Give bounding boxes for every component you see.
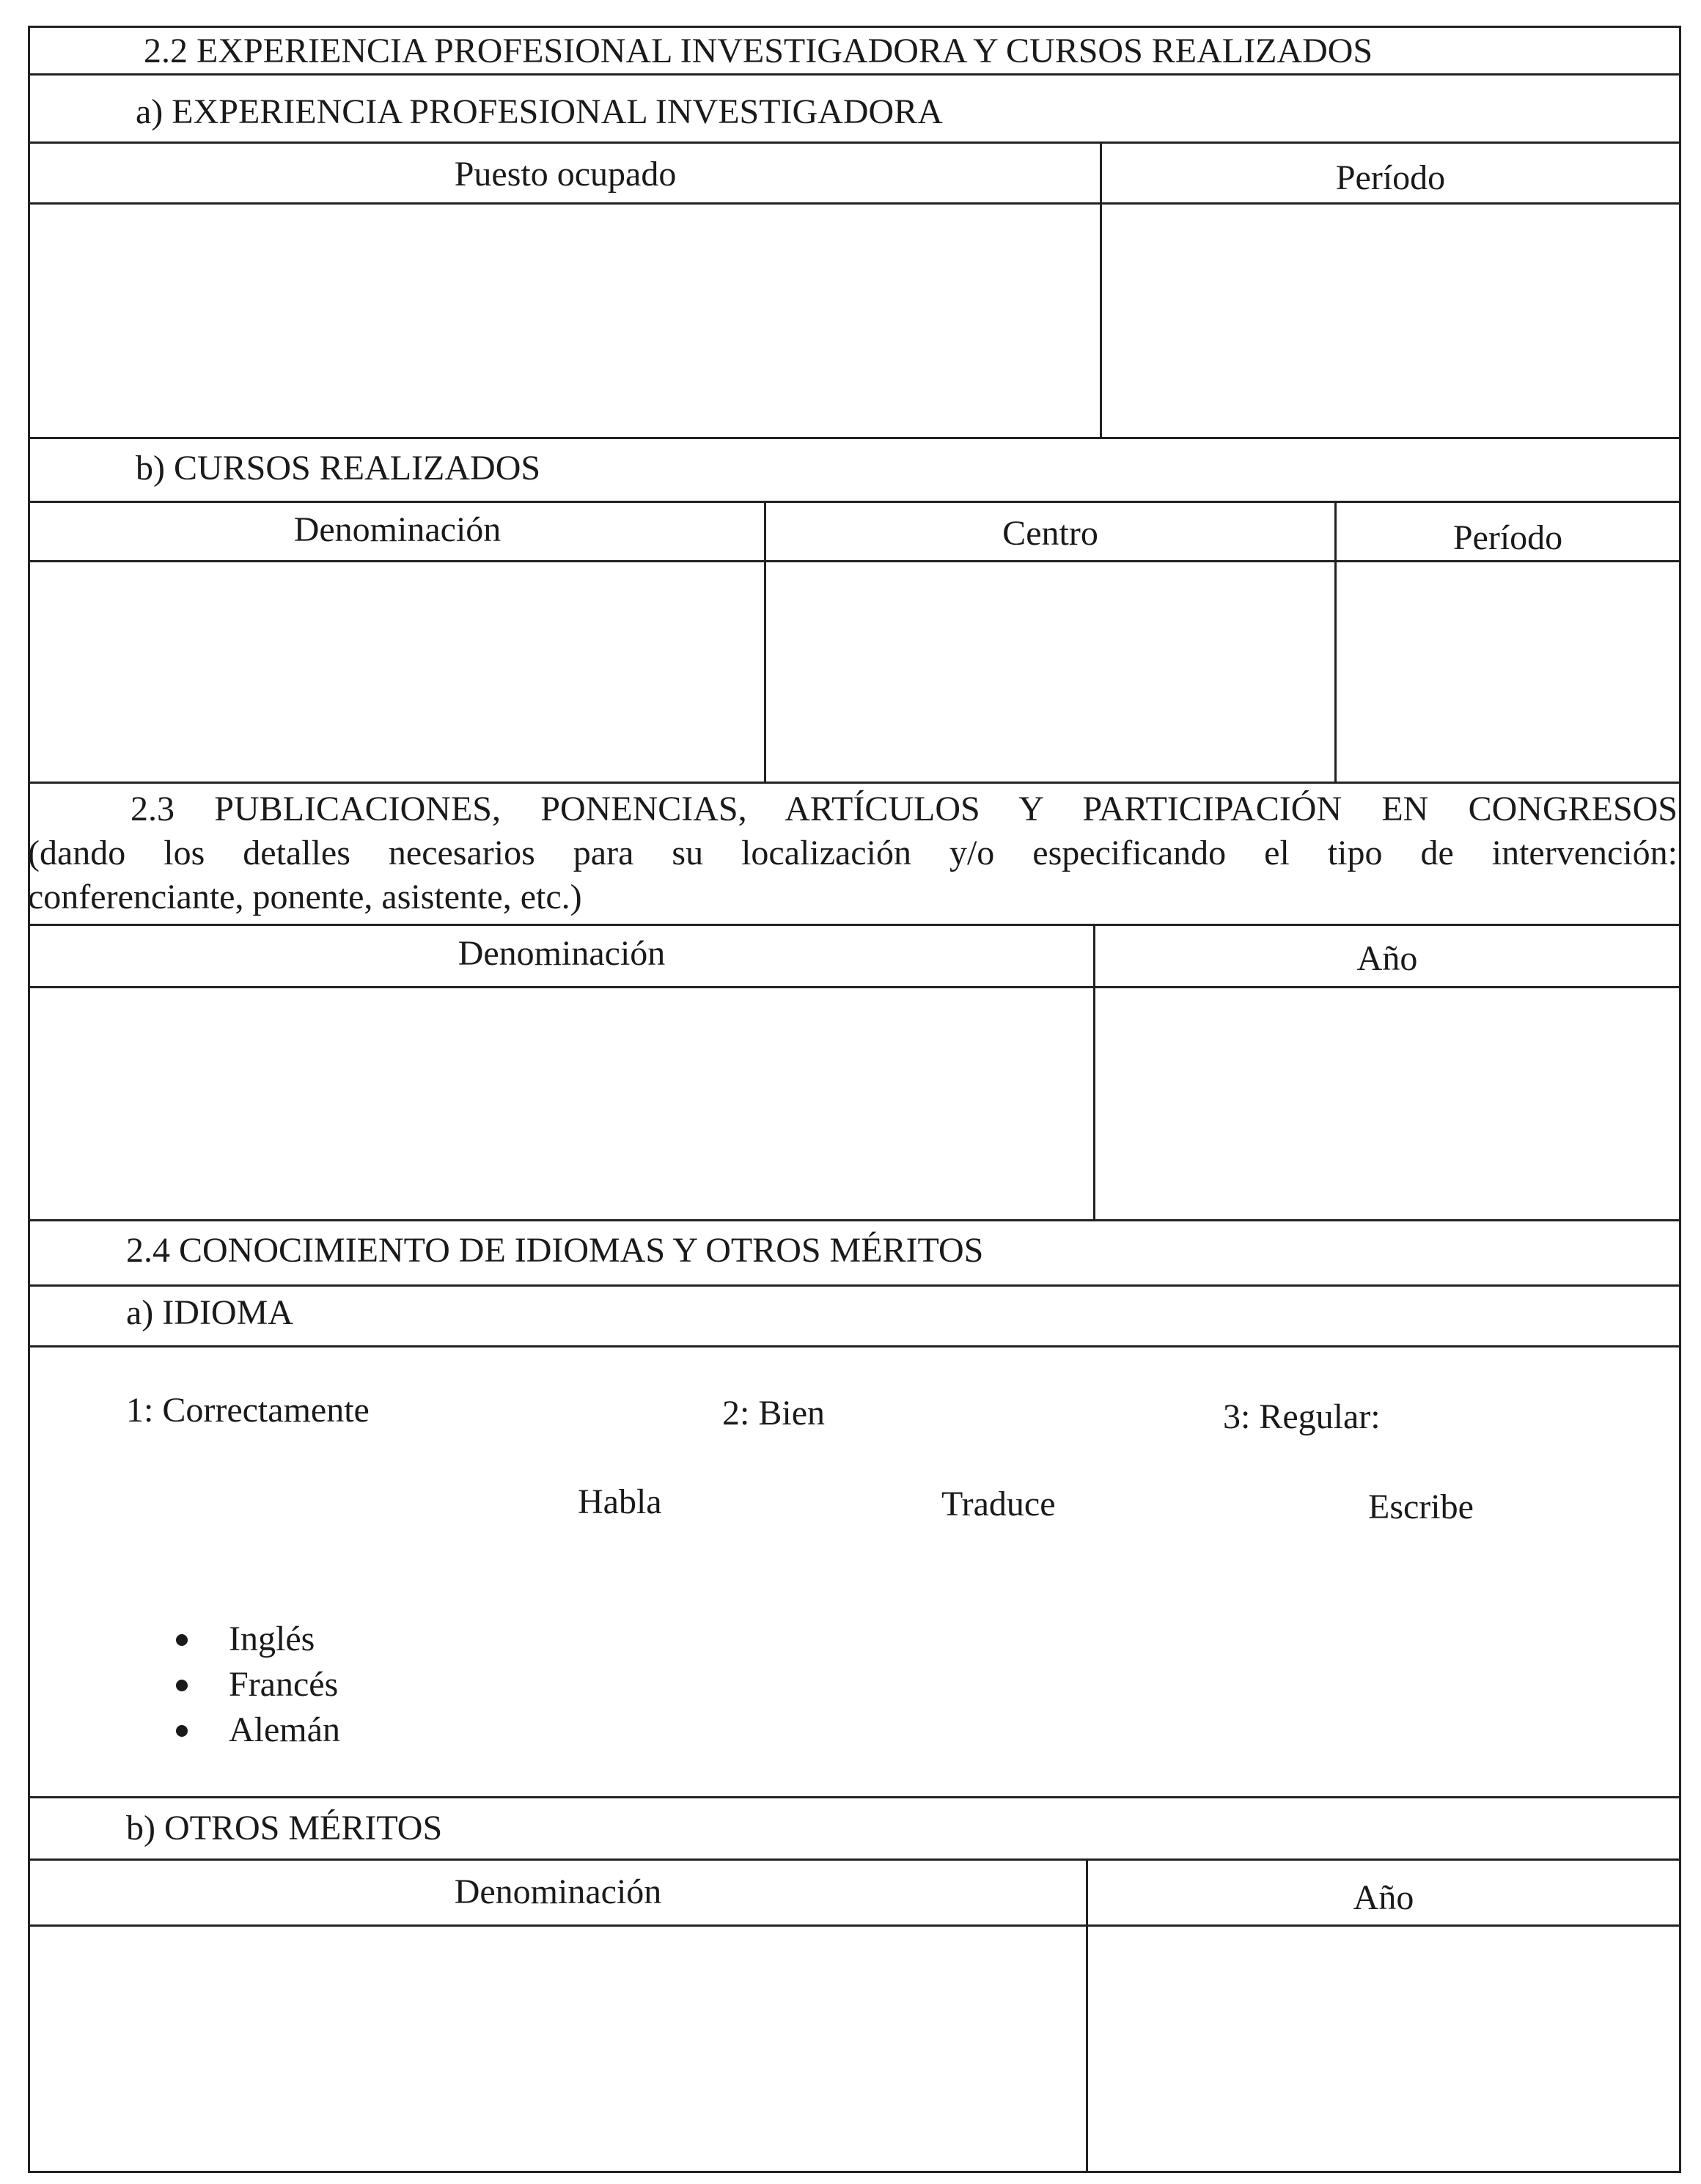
column-header-centro: Centro [1002, 514, 1098, 553]
frame-bottom [28, 2171, 1681, 2173]
skill-header-habla: Habla [578, 1482, 662, 1521]
experience-position-cell[interactable] [30, 205, 1100, 437]
column-divider [1086, 1858, 1088, 2173]
course-period-cell[interactable] [1337, 562, 1679, 784]
section-2-3-title-line-2: (dando los detalles necesarios para su localización y/o especificando el tipo de intervención: [28, 834, 1678, 872]
divider [28, 1858, 1681, 1861]
language-item-ingles: Inglés [170, 1617, 340, 1662]
column-divider [1093, 924, 1095, 1221]
experience-period-cell[interactable] [1102, 205, 1679, 437]
frame-right [1679, 26, 1681, 2173]
subsection-a-language-title: a) IDIOMA [126, 1293, 293, 1332]
divider [28, 141, 1681, 144]
column-header-ano: Año [1353, 1878, 1414, 1917]
divider [28, 437, 1681, 439]
scale-level-1: 1: Correctamente [126, 1391, 370, 1430]
skill-header-traduce: Traduce [941, 1485, 1056, 1523]
divider [28, 73, 1681, 76]
language-list [170, 1617, 340, 1753]
language-item-frances: Francés [170, 1662, 340, 1707]
column-header-puesto-ocupado: Puesto ocupado [454, 155, 677, 194]
column-divider [764, 501, 766, 784]
section-2-3-title [28, 787, 1678, 919]
merit-name-cell[interactable] [30, 1927, 1086, 2171]
column-header-ano: Año [1356, 939, 1418, 978]
section-2-2-title: 2.2 EXPERIENCIA PROFESIONAL INVESTIGADORA Y CURSOS REALIZADOS [144, 32, 1373, 70]
divider [28, 924, 1681, 926]
subsection-a-experience-title: a) EXPERIENCIA PROFESIONAL INVESTIGADORA [136, 92, 943, 131]
scale-level-3: 3: Regular: [1223, 1397, 1381, 1436]
skill-header-escribe: Escribe [1368, 1488, 1474, 1526]
section-2-4-title: 2.4 CONOCIMIENTO DE IDIOMAS Y OTROS MÉRITOS [126, 1231, 984, 1270]
column-header-denominacion: Denominación [293, 510, 502, 549]
divider [28, 501, 1681, 503]
column-divider [1100, 141, 1102, 439]
course-center-cell[interactable] [766, 562, 1334, 784]
column-header-denominacion: Denominación [458, 934, 666, 973]
column-header-denominacion: Denominación [454, 1872, 662, 1911]
divider [28, 782, 1681, 784]
subsection-b-courses-title: b) CURSOS REALIZADOS [136, 449, 541, 488]
divider [28, 1345, 1681, 1347]
section-2-3-title-line-3: conferenciante, ponente, asistente, etc.) [28, 878, 582, 916]
column-header-periodo: Período [1452, 518, 1563, 557]
subsection-b-other-merits-title: b) OTROS MÉRITOS [126, 1809, 443, 1847]
course-name-cell[interactable] [30, 562, 764, 784]
column-divider [1334, 501, 1337, 784]
divider [28, 1796, 1681, 1798]
merit-year-cell[interactable] [1088, 1927, 1679, 2171]
divider [28, 1219, 1681, 1221]
publication-name-cell[interactable] [30, 988, 1093, 1219]
language-item-aleman: Alemán [170, 1707, 340, 1753]
column-header-periodo: Período [1335, 158, 1446, 197]
section-2-3-title-line-1: 2.3 PUBLICACIONES, PONENCIAS, ARTÍCULOS Y PARTICIPACIÓN EN CONGRESOS [131, 790, 1678, 828]
frame-top [28, 26, 1681, 28]
publication-year-cell[interactable] [1095, 988, 1679, 1219]
scale-level-2: 2: Bien [722, 1394, 825, 1433]
divider [28, 1284, 1681, 1287]
